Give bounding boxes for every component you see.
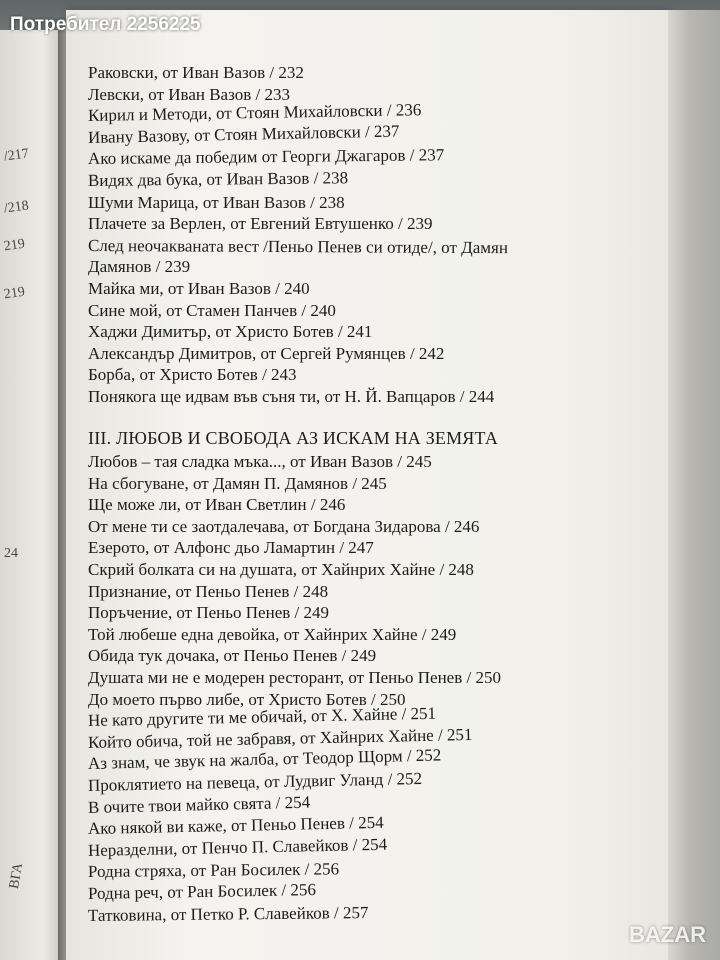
toc-entry: Неразделни, от Пенчо П. Славейков / 254 [87,834,388,860]
section-2-entries [88,62,668,408]
watermark-user: Потребител 2256225 [10,14,201,35]
left-page-number: 24 [4,546,18,561]
toc-entry: Сине мой, от Стамен Панчев / 240 [88,300,336,320]
toc-entry: Признание, от Пеньо Пенев / 248 [88,581,329,601]
toc-entry: Скрий болката си на душата, от Хайнрих Хайне / 248 [88,560,474,580]
toc-entry: Ако искаме да победим от Георги Джагаров / 237 [87,145,445,169]
toc-entry: Видях два бука, от Иван Вазов / 238 [87,168,349,190]
toc-entry: Родна стряха, от Ран Босилек / 256 [87,859,340,882]
toc-entry: От мене ти се заотдалечава, от Богдана Зидарова / 246 [88,516,480,536]
table-of-contents [88,62,668,926]
toc-entry: До моето първо либе, от Христо Ботев / 250 [88,689,406,709]
toc-entry: На сбогуване, от Дамян П. Дамянов / 245 [88,473,387,493]
toc-entry: Борба, от Христо Ботев / 243 [88,365,297,385]
toc-entry: Плачете за Верлен, от Евгений Евтушенко / 239 [88,214,433,234]
toc-entry: Ще може ли, от Иван Светлин / 246 [88,495,346,515]
toc-entry: Ако някой ви каже, от Пеньо Пенев / 254 [87,812,384,839]
toc-entry: Родна реч, от Ран Босилек / 256 [87,879,317,903]
toc-entry: Който обича, той не забравя, от Хайнрих Хайне / 251 [87,724,473,752]
toc-entry: Хаджи Димитър, от Христо Ботев / 241 [88,322,373,342]
page-edge [668,10,720,960]
toc-entry: Майка ми, от Иван Вазов / 240 [88,278,310,298]
section-3-entries [88,451,668,926]
left-page-number: 219 [2,236,26,255]
toc-entry: Кирил и Методи, от Стоян Михайловски / 236 [87,100,422,126]
toc-entry: Ивану Вазову, от Стоян Михайловски / 237 [87,121,400,147]
toc-entry: Любов – тая сладка мъка..., от Иван Вазов / 245 [88,452,432,472]
toc-entry: Татковина, от Петко Р. Славейков / 257 [87,902,369,925]
left-page [0,30,62,960]
toc-entry: Аз знам, че звук на жалба, от Теодор Щорм / 252 [87,745,442,774]
toc-entry: В очите твои майко свята / 254 [87,792,311,817]
bazar-logo: BAZAR [629,922,706,947]
left-page-number: ВГА [6,861,27,891]
toc-entry: Раковски, от Иван Вазов / 232 [88,63,304,82]
section-3-heading: III. ЛЮБОВ И СВОБОДА АЗ ИСКАМ НА ЗЕМЯТА [88,427,499,448]
toc-entry: Проклятието на певеца, от Лудвиг Уланд / 252 [87,769,423,795]
toc-entry: Езерото, от Алфонс дьо Ламартин / 247 [88,538,374,558]
toc-entry: След неочакваната вест /Пеньо Пенев си отиде/, от Дамян [87,235,509,257]
toc-entry: Не като другите ти ме обичай, от Х. Хайне / 251 [87,703,437,731]
toc-entry: Той любеше една девойка, от Хайнрих Хайне / 249 [88,624,457,644]
left-page-number: /217 [3,146,30,165]
toc-entry: Понякога ще идвам във съня ти, от Н. Й. Вапцаров / 244 [88,386,495,406]
toc-entry: Душата ми не е модерен ресторант, от Пеньо Пенев / 250 [88,668,501,688]
toc-entry: Александър Димитров, от Сергей Румянцев / 242 [88,343,445,363]
toc-entry: Дамянов / 239 [88,257,191,277]
toc-entry: Поръчение, от Пеньо Пенев / 249 [88,603,329,623]
left-page-number: /218 [3,198,30,217]
toc-entry: Левски, от Иван Вазов / 233 [88,84,290,104]
left-page-number: 219 [2,284,26,303]
toc-entry: Обида тук дочака, от Пеньо Пенев / 249 [88,646,377,666]
toc-entry: Шуми Марица, от Иван Вазов / 238 [88,192,345,212]
